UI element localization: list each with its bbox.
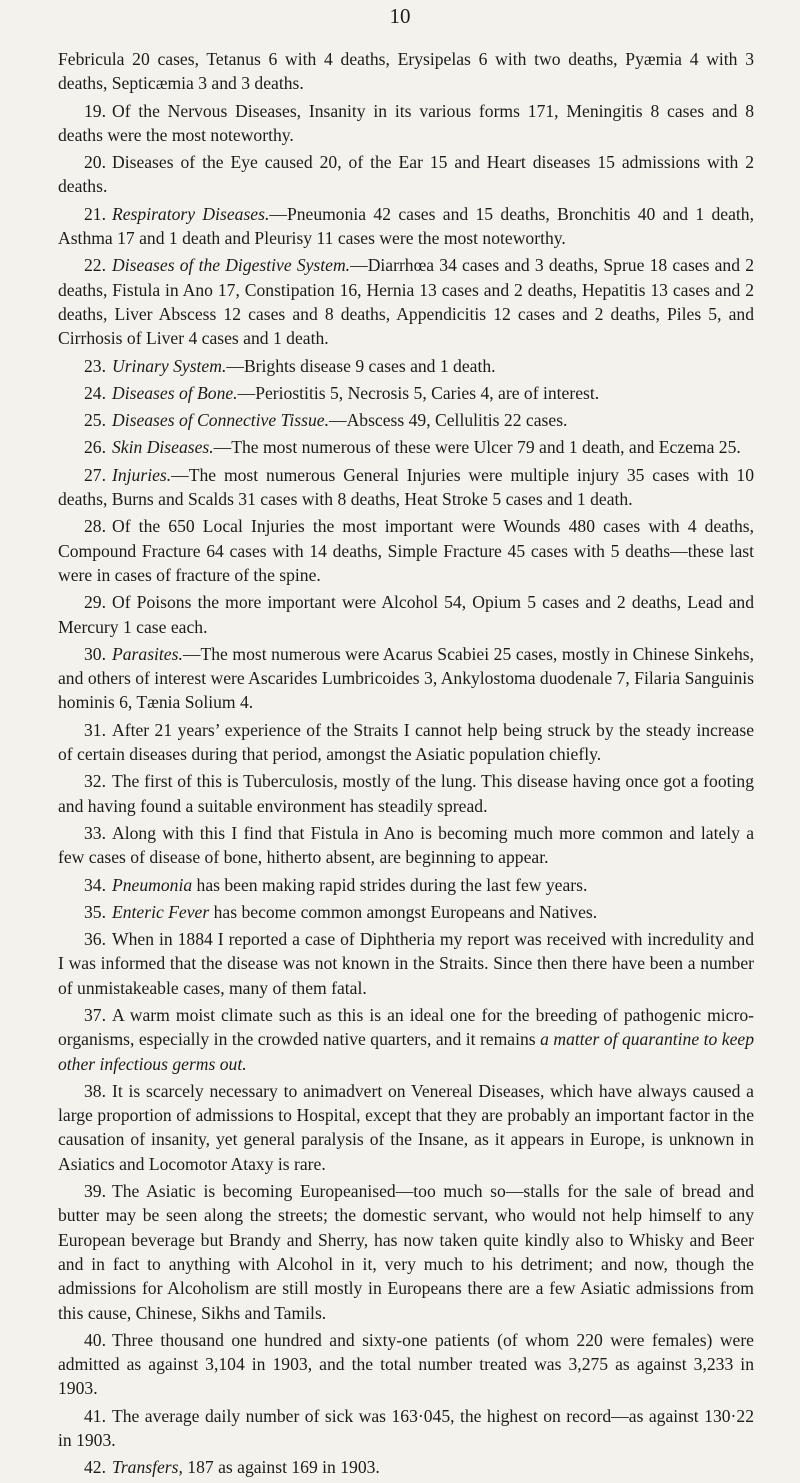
paragraph-number: 42. xyxy=(84,1457,106,1478)
paragraph-heading: Diseases of Bone. xyxy=(112,382,238,403)
report-body xyxy=(58,47,754,1483)
paragraph-heading: Urinary System. xyxy=(112,355,227,376)
paragraph-text: —Pneumonia 42 cases and 15 deaths, Bronchitis 40 and 1 death, Asthma 17 and 1 death and Pleurisy 11 cases were the most noteworthy. xyxy=(58,203,754,249)
paragraph-number: 19. xyxy=(84,100,106,121)
paragraph-number: 29. xyxy=(84,592,106,613)
paragraph-heading: Diseases of Connective Tissue. xyxy=(112,410,329,431)
paragraph-42 xyxy=(58,1455,754,1479)
paragraph-heading: Skin Diseases. xyxy=(112,437,214,458)
paragraph-text: —The most numerous of these were Ulcer 79 and 1 death, and Eczema 25. xyxy=(213,437,741,458)
paragraph-number: 35. xyxy=(84,901,106,922)
paragraph-27 xyxy=(58,463,754,512)
paragraph-heading: Diseases of the Digestive System. xyxy=(112,255,351,276)
paragraph-text: —Periostitis 5, Necrosis 5, Caries 4, are of interest. xyxy=(237,382,600,403)
paragraph-number: 22. xyxy=(84,255,106,276)
paragraph-26 xyxy=(58,435,754,459)
paragraph-number: 26. xyxy=(84,437,106,458)
paragraph-text: The first of this is Tuberculosis, mostly of the lung. This disease having once got a footing and having found a suitable environment has steadily spread. xyxy=(58,771,754,816)
paragraph-20 xyxy=(58,150,754,199)
paragraph-text: A warm moist climate such as this is an ideal one for the breeding of pathogenic micro-organisms, especially in the crowded native quarters, and it remains xyxy=(58,1004,754,1050)
paragraph-number: 41. xyxy=(84,1405,106,1426)
paragraph-text: has been making rapid strides during the last few years. xyxy=(192,874,588,895)
paragraph-number: 20. xyxy=(84,152,106,173)
paragraph-text: When in 1884 I reported a case of Diphtheria my report was received with incredulity and I was informed that the disease was not known in the Straits. Since then there have been a number of unmistakeable cases, many of them fatal. xyxy=(58,929,754,998)
paragraph-number: 37. xyxy=(84,1004,106,1025)
paragraph-heading: Enteric Fever xyxy=(112,901,210,922)
paragraph-text: Febricula 20 cases, Tetanus 6 with 4 deaths, Erysipelas 6 with two deaths, Pyæmia 4 with 3 deaths, Septicæmia 3 and 3 deaths. xyxy=(58,49,754,94)
paragraph-heading: Pneumonia xyxy=(112,874,193,895)
paragraph-number: 33. xyxy=(84,822,106,843)
paragraph-25 xyxy=(58,408,754,432)
paragraph-22 xyxy=(58,253,754,350)
paragraph-number: 30. xyxy=(84,643,106,664)
paragraph-text: —Brights disease 9 cases and 1 death. xyxy=(226,355,496,376)
paragraph-number: 31. xyxy=(84,719,106,740)
paragraph-number: 36. xyxy=(84,929,106,950)
paragraph-number: 38. xyxy=(84,1080,106,1101)
paragraph-text: Of Poisons the more important were Alcohol 54, Opium 5 cases and 2 deaths, Lead and Mercury 1 case each. xyxy=(58,592,754,637)
paragraph-30 xyxy=(58,642,754,715)
page-number: 10 xyxy=(389,4,411,28)
paragraph-33 xyxy=(58,821,754,870)
paragraph-35 xyxy=(58,900,754,924)
paragraph-heading: Parasites. xyxy=(112,643,183,664)
paragraph-text: After 21 years’ experience of the Straits I cannot help being struck by the steady increase of certain diseases during that period, amongst the Asiatic population chiefly. xyxy=(58,719,754,765)
paragraph-text: Along with this I find that Fistula in Ano is becoming much more common and lately a few cases of disease of bone, hitherto absent, are beginning to appear. xyxy=(58,822,754,868)
paragraph-text: —The most numerous General Injuries were multiple injury 35 cases with 10 deaths, Burns and Scalds 31 cases with 8 deaths, Heat Stroke 5 cases and 1 death. xyxy=(58,464,754,510)
paragraph-number: 40. xyxy=(84,1329,106,1350)
paragraph-36 xyxy=(58,927,754,1000)
paragraph-34 xyxy=(58,873,754,897)
paragraph-37 xyxy=(58,1003,754,1076)
paragraph-31 xyxy=(58,718,754,767)
paragraph-24 xyxy=(58,381,754,405)
paragraph-text: Three thousand one hundred and sixty-one patients (of whom 220 were females) were admitted as against 3,104 in 1903, and the total number treated was 3,275 as against 3,233 in 1903. xyxy=(58,1329,754,1399)
paragraph-23 xyxy=(58,354,754,378)
paragraph-40 xyxy=(58,1328,754,1401)
paragraph-number: 24. xyxy=(84,382,106,403)
paragraph-number: 34. xyxy=(84,874,106,895)
paragraph-text: Diseases of the Eye caused 20, of the Ear 15 and Heart diseases 15 admissions with 2 deaths. xyxy=(58,152,754,197)
paragraph-text: has become common amongst Europeans and Natives. xyxy=(209,901,598,922)
paragraph-number: 39. xyxy=(84,1181,106,1202)
paragraph-28 xyxy=(58,514,754,587)
paragraph-32 xyxy=(58,769,754,818)
paragraph-number: 28. xyxy=(84,516,106,537)
paragraph-text: —The most numerous were Acarus Scabiei 25 cases, mostly in Chinese Sinkehs, and others of interest were Ascarides Lumbricoides 3, Ankylostoma duodenale 7, Filaria Sanguinis hominis 6, Tænia Solium 4. xyxy=(58,643,754,713)
paragraph-29 xyxy=(58,590,754,639)
paragraph-number: 25. xyxy=(84,410,106,431)
paragraph-number: 27. xyxy=(84,464,106,485)
paragraph-39 xyxy=(58,1179,754,1325)
paragraph-text: The Asiatic is becoming Europeanised—too much so—stalls for the sale of bread and butter may be seen along the streets; the domestic servant, who would not help himself to any European beverage but Brandy and Sherry, has now taken quite kindly also to Whisky and Beer and in fact to anything with Alcohol in it, very much to his detriment; and now, though the admissions for Alcoholism are still mostly in Europeans there are a few Asiatic admissions from this cause, Chinese, Sikhs and Tamils. xyxy=(58,1181,754,1323)
paragraph-21 xyxy=(58,202,754,251)
paragraph-41 xyxy=(58,1404,754,1453)
paragraph-italic-tail: a matter of quarantine to keep other infectious germs out. xyxy=(58,1029,755,1074)
paragraph-number: 32. xyxy=(84,771,106,792)
paragraph-heading: Injuries. xyxy=(112,464,172,485)
paragraph-number: 23. xyxy=(84,355,106,376)
paragraph-text: 187 as against 169 in 1903. xyxy=(182,1457,380,1478)
paragraph-38 xyxy=(58,1079,754,1176)
paragraph-heading: Transfers, xyxy=(112,1457,183,1478)
paragraph-heading: Respiratory Diseases. xyxy=(112,203,270,224)
paragraph-text: The average daily number of sick was 163·045, the highest on record—as against 130·22 in 1903. xyxy=(58,1405,754,1451)
paragraph-text: —Diarrhœa 34 cases and 3 deaths, Sprue 18 cases and 2 deaths, Fistula in Ano 17, Constipation 16, Hernia 13 cases and 2 deaths, Hepatitis 13 cases and 2 deaths, Liver Abscess 12 cases and 8 deaths, Appendicitis 12 cases and 2 deaths, Piles 5, and Cirrhosis of Liver 4 cases and 1 death. xyxy=(58,255,754,349)
paragraph-19 xyxy=(58,99,754,148)
paragraph-text: Of the 650 Local Injuries the most important were Wounds 480 cases with 4 deaths, Compound Fracture 64 cases with 14 deaths, Simple Fracture 45 cases with 5 deaths—these last were in cases of fracture of the spine. xyxy=(58,516,754,585)
paragraph-text: —Abscess 49, Cellulitis 22 cases. xyxy=(328,410,568,431)
paragraph-number: 21. xyxy=(84,203,106,224)
paragraph-intro xyxy=(58,47,754,96)
paragraph-text: It is scarcely necessary to animadvert on Venereal Diseases, which have always caused a large proportion of admissions to Hospital, except that they are probably an important factor in the causation of insanity, yet general paralysis of the Insane, as it appears in Europe, is unknown in Asiatics and Locomotor Ataxy is rare. xyxy=(58,1080,754,1174)
paragraph-text: Of the Nervous Diseases, Insanity in its various forms 171, Meningitis 8 cases and 8 deaths were the most noteworthy. xyxy=(58,100,754,145)
